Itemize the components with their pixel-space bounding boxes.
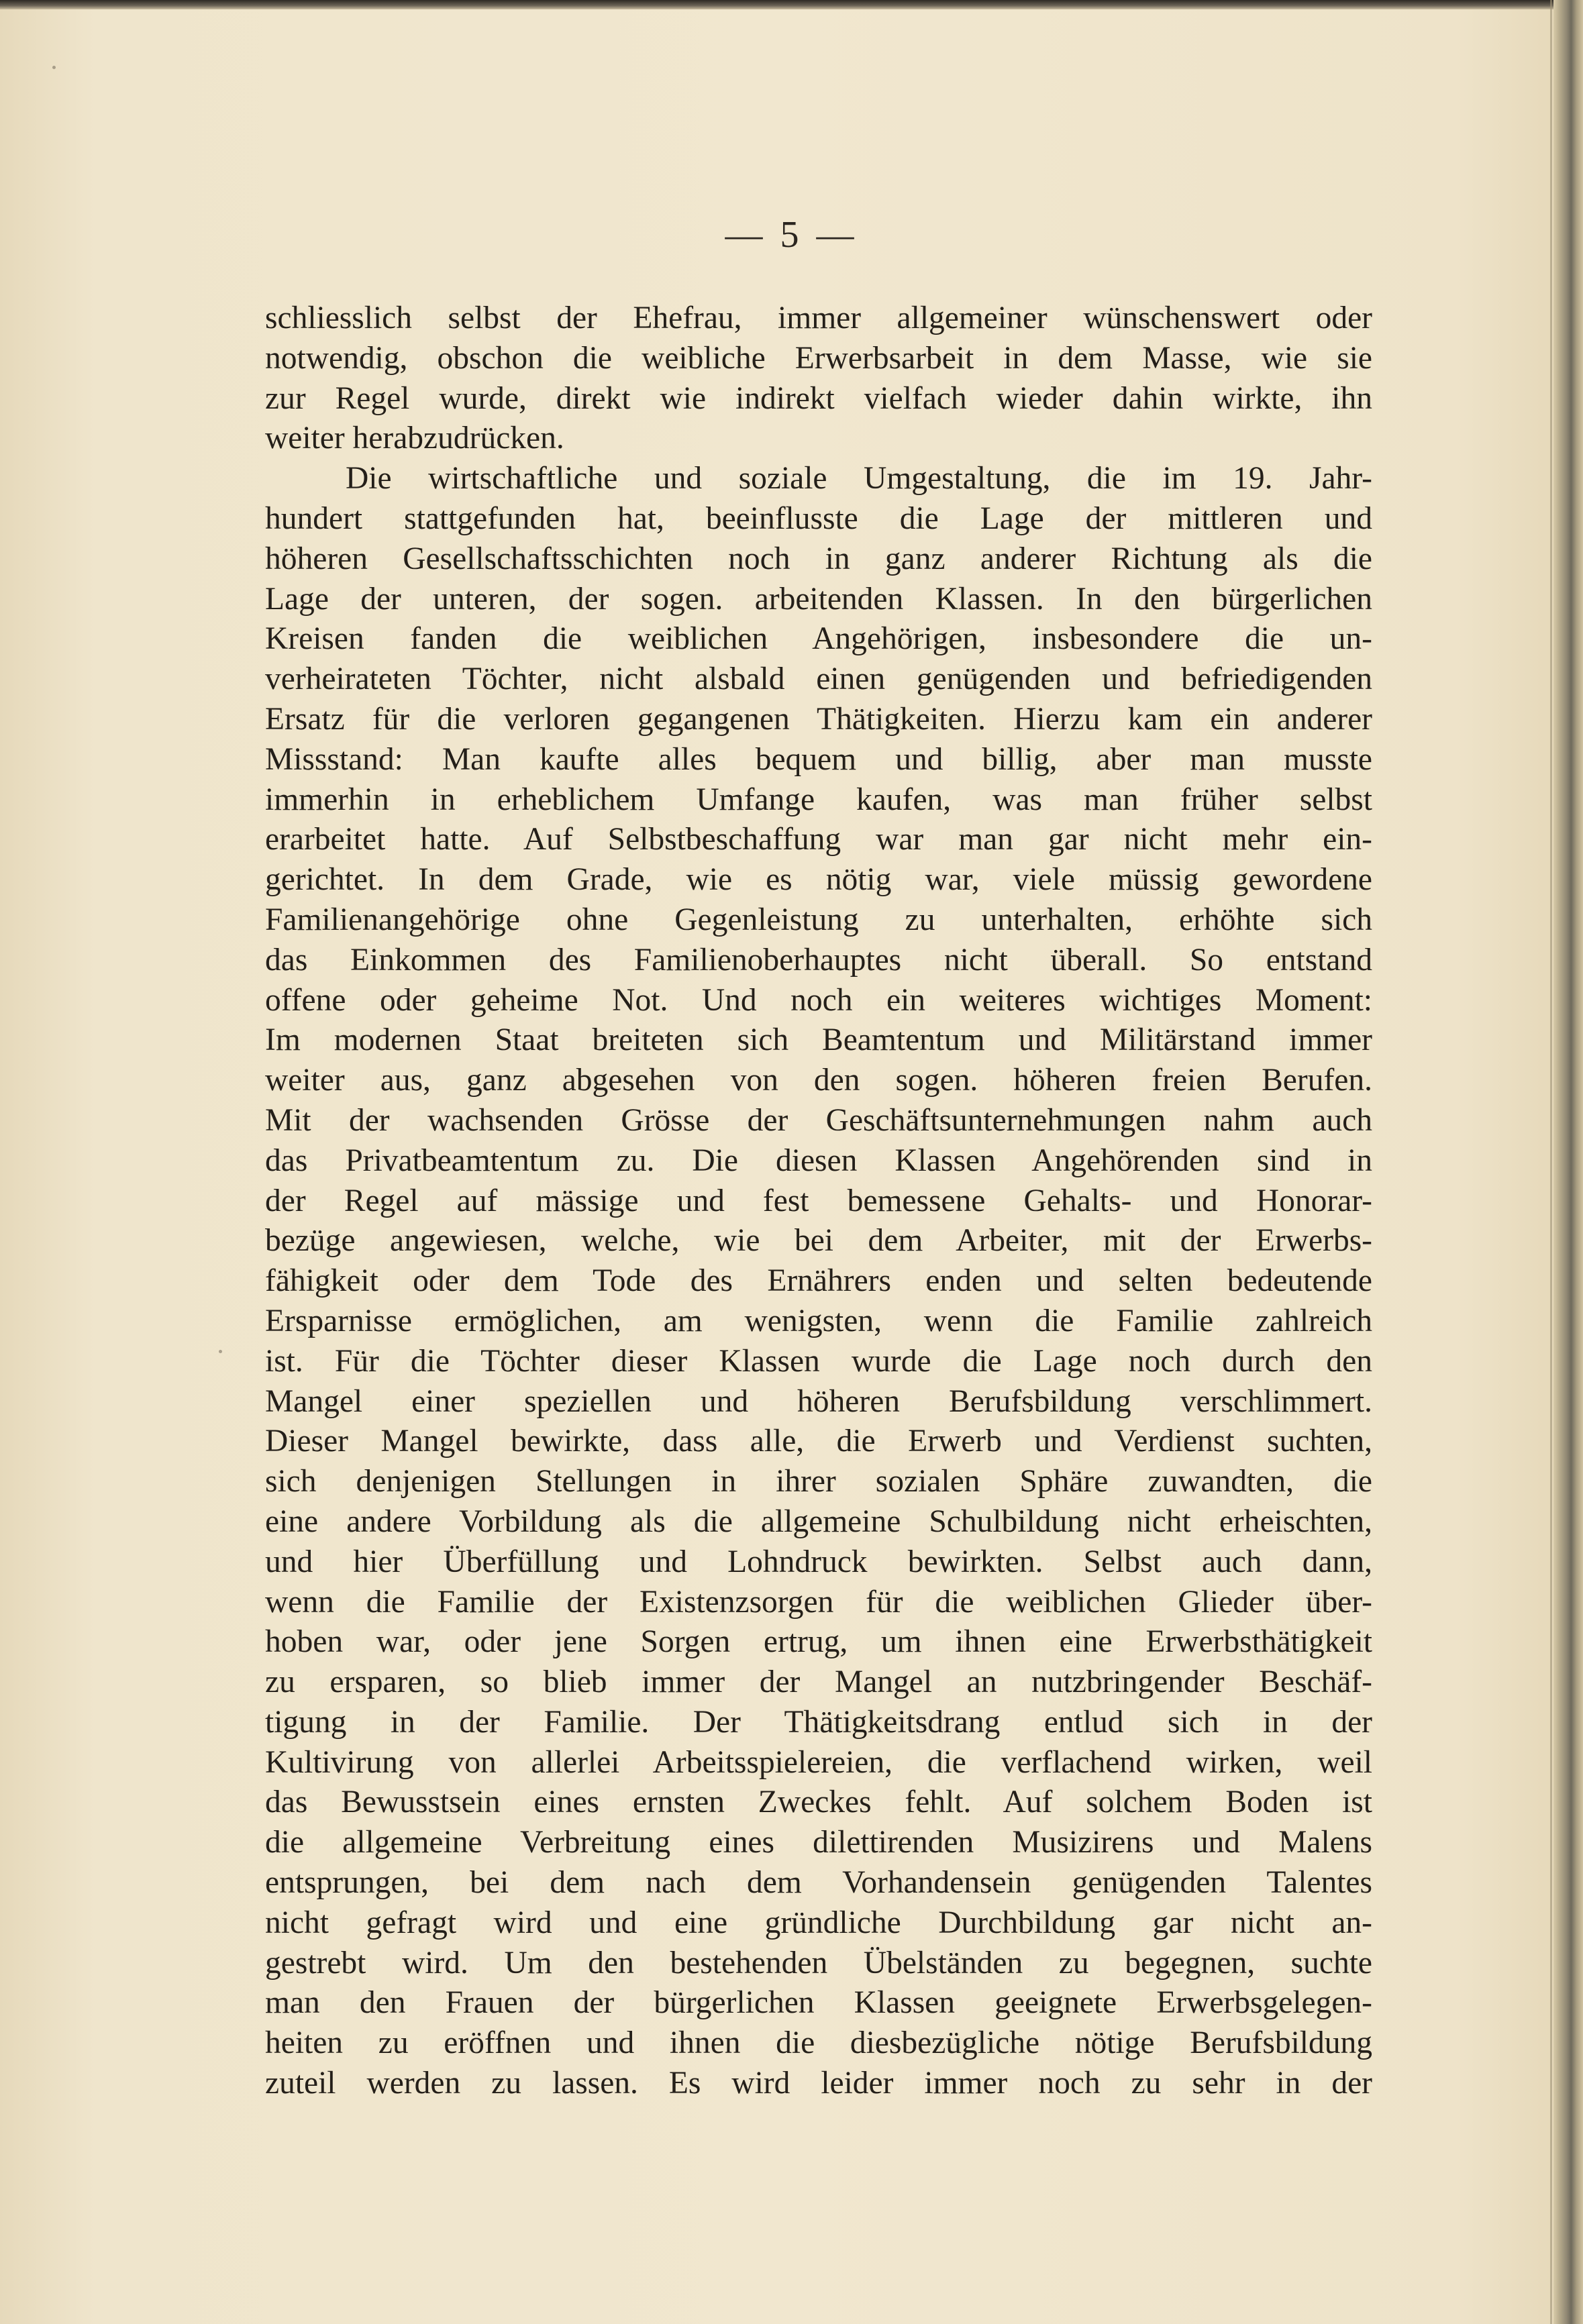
paper-speck — [52, 66, 56, 69]
text-line: weiter aus, ganz abgesehen von den sogen. höheren freien Berufen. — [265, 1063, 1372, 1098]
text-line: höheren Gesellschaftsschichten noch in ganz anderer Richtung als die — [265, 541, 1372, 576]
text-line: Dieser Mangel bewirkte, dass alle, die Erwerb und Verdienst suchten, — [265, 1424, 1372, 1459]
text-line: offene oder geheime Not. Und noch ein weiteres wichtiges Moment: — [265, 982, 1372, 1018]
text-line: Familienangehörige ohne Gegenleistung zu unterhalten, erhöhte sich — [265, 902, 1372, 937]
text-line: nicht gefragt wird und eine gründliche Durchbildung gar nicht an- — [265, 1905, 1372, 1940]
text-line: ist. Für die Töchter dieser Klassen wurde die Lage noch durch den — [265, 1343, 1372, 1379]
text-line: weiter herabzudrücken. — [265, 421, 564, 456]
text-line: das Einkommen des Familienoberhauptes nicht überall. So entstand — [265, 942, 1372, 978]
text-line: wenn die Familie der Existenzsorgen für die weiblichen Glieder über- — [265, 1584, 1372, 1620]
body-text — [265, 299, 1372, 2104]
text-line: gerichtet. In dem Grade, wie es nötig war, viele müssig gewordene — [265, 862, 1372, 898]
text-line: Kreisen fanden die weiblichen Angehörigen, insbesondere die un- — [265, 621, 1372, 657]
text-line: das Privatbeamtentum zu. Die diesen Klassen Angehörenden sind in — [265, 1143, 1372, 1178]
text-line: der Regel auf mässige und fest bemessene Gehalts- und Honorar- — [265, 1183, 1372, 1218]
page-fold-line — [1550, 0, 1552, 2324]
text-line: und hier Überfüllung und Lohndruck bewirkten. Selbst auch dann, — [265, 1544, 1372, 1579]
page-number: — 5 — — [725, 214, 858, 256]
text-line: erarbeitet hatte. Auf Selbstbeschaffung war man gar nicht mehr ein- — [265, 822, 1372, 857]
text-line: hoben war, oder jene Sorgen ertrug, um ihnen eine Erwerbsthätigkeit — [265, 1624, 1372, 1660]
text-line: Lage der unteren, der sogen. arbeitenden Klassen. In den bürgerlichen — [265, 581, 1372, 617]
book-spine-edge — [1553, 0, 1583, 2324]
page-top-edge — [0, 0, 1583, 9]
text-line: die allgemeine Verbreitung eines dilettirenden Musizirens und Malens — [265, 1825, 1372, 1860]
text-line: das Bewusstsein eines ernsten Zweckes fehlt. Auf solchem Boden ist — [265, 1785, 1372, 1820]
text-line: immerhin in erheblichem Umfange kaufen, was man früher selbst — [265, 782, 1372, 817]
text-line: heiten zu eröffnen und ihnen die diesbezügliche nötige Berufsbildung — [265, 2025, 1372, 2061]
paragraph-start-line: Die wirtschaftliche und soziale Umgestaltung, die im 19. Jahr- — [346, 461, 1372, 496]
text-line: eine andere Vorbildung als die allgemeine Schulbildung nicht erheischten, — [265, 1503, 1372, 1539]
text-line: sich denjenigen Stellungen in ihrer sozialen Sphäre zuwandten, die — [265, 1464, 1372, 1499]
text-line: verheirateten Töchter, nicht alsbald einen genügenden und befriedigenden — [265, 662, 1372, 697]
text-line: Kultivirung von allerlei Arbeitsspielereien, die verflachend wirken, weil — [265, 1744, 1372, 1780]
text-line: man den Frauen der bürgerlichen Klassen geeignete Erwerbsgelegen- — [265, 1985, 1372, 2021]
text-line: bezüge angewiesen, welche, wie bei dem Arbeiter, mit der Erwerbs- — [265, 1223, 1372, 1259]
text-line: zur Regel wurde, direkt wie indirekt vielfach wieder dahin wirkte, ihn — [265, 380, 1372, 416]
text-line: Im modernen Staat breiteten sich Beamtentum und Militärstand immer — [265, 1022, 1372, 1058]
text-line: tigung in der Familie. Der Thätigkeitsdrang entlud sich in der — [265, 1704, 1372, 1740]
text-line: Missstand: Man kaufte alles bequem und billig, aber man musste — [265, 741, 1372, 777]
text-line: hundert stattgefunden hat, beeinflusste die Lage der mittleren und — [265, 500, 1372, 536]
paper-speck — [219, 1350, 222, 1353]
text-line: Ersatz für die verloren gegangenen Thätigkeiten. Hierzu kam ein anderer — [265, 701, 1372, 737]
text-line: schliesslich selbst der Ehefrau, immer allgemeiner wünschenswert oder — [265, 301, 1372, 335]
text-line: zuteil werden zu lassen. Es wird leider immer noch zu sehr in der — [265, 2066, 1372, 2101]
text-line: Mit der wachsenden Grösse der Geschäftsunternehmungen nahm auch — [265, 1102, 1372, 1138]
text-line: zu ersparen, so blieb immer der Mangel an nutzbringender Beschäf- — [265, 1665, 1372, 1700]
text-line: gestrebt wird. Um den bestehenden Übelständen zu begegnen, suchte — [265, 1945, 1372, 1980]
text-line: fähigkeit oder dem Tode des Ernährers enden und selten bedeutende — [265, 1263, 1372, 1299]
text-line: Mangel einer speziellen und höheren Berufsbildung verschlimmert. — [265, 1383, 1372, 1419]
text-line: notwendig, obschon die weibliche Erwerbsarbeit in dem Masse, wie sie — [265, 340, 1372, 376]
text-line: Ersparnisse ermöglichen, am wenigsten, wenn die Familie zahlreich — [265, 1303, 1372, 1338]
text-line: entsprungen, bei dem nach dem Vorhandensein genügenden Talentes — [265, 1865, 1372, 1901]
